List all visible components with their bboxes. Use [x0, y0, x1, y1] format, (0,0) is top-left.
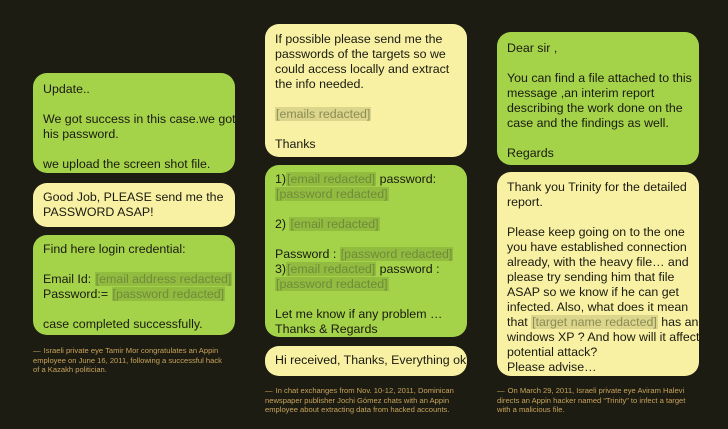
message-bubble-thank-you-trinity: [497, 172, 699, 376]
message-line: case completed successfully.: [43, 317, 203, 331]
redacted-password: [password redacted]: [276, 277, 388, 291]
caption-text: Israeli private eye Tamir Mor congratulates an Appin employee on June 16, 2011, following a successful hack of a Kazakh politician.: [33, 346, 222, 375]
caption-text: In chat exchanges from Nov. 10-12, 2011, Dominican newspaper publisher Jochi Gómez chats with an Appin employee about extracting data from hacked accounts.: [265, 386, 454, 415]
redacted-password: [password redacted]: [112, 287, 225, 301]
message-line: his password.: [43, 127, 119, 141]
redacted-email: [email redacted]: [287, 172, 376, 186]
message-fragment: has an: [657, 315, 699, 329]
message-line: case and the findings as well.: [507, 116, 669, 130]
message-line: [43, 142, 225, 157]
caption-text: On March 29, 2011, Israeli private eye Aviram Halevi directs an Appin hacker named “Trinity” to infect a target with a malicious file.: [497, 386, 686, 415]
message-line: PASSWORD ASAP!: [43, 205, 154, 219]
password-label: Password :: [275, 247, 340, 261]
message-line: you have established connection: [507, 240, 687, 254]
redacted-email: [email redacted]: [290, 217, 379, 231]
message-line: We got success in this case.we got: [43, 112, 236, 126]
redacted-email: [email redacted]: [287, 262, 376, 276]
message-line: message ,an interim report: [507, 86, 655, 100]
message-line: infected. Also, what does it mean: [507, 300, 689, 314]
message-line: ASAP so we know if he can get: [507, 285, 679, 299]
message-bubble-received: [265, 346, 470, 376]
caption-marker: —: [33, 346, 41, 355]
message-line: Thanks: [275, 137, 316, 151]
caption-column-2: [265, 386, 465, 415]
message-line: Dear sir ,: [507, 41, 558, 55]
message-line: [507, 56, 689, 71]
message-line: already, with the heavy file… and: [507, 255, 689, 269]
message-bubble-passwords-request: [265, 24, 467, 157]
message-line: Regards: [507, 146, 554, 160]
message-line: Please keep going on to the one: [507, 225, 685, 239]
password-line: [43, 287, 225, 302]
message-fragment: that: [507, 315, 532, 329]
message-line: could access locally and extract: [275, 62, 450, 76]
list-number: 2): [275, 217, 290, 231]
list-number: 3): [275, 262, 287, 276]
password-label: Password:=: [43, 287, 112, 301]
message-bubble-credentials-list: [265, 165, 467, 337]
caption-marker: —: [265, 386, 273, 395]
message-line: [507, 210, 689, 225]
caption-marker: —: [497, 386, 505, 395]
email-line: [43, 272, 232, 287]
message-line: Update..: [43, 82, 90, 96]
email-label: Email Id:: [43, 272, 95, 286]
message-line: Good Job, PLEASE send me the: [43, 190, 224, 204]
message-line: Let me know if any problem …: [275, 307, 443, 321]
message-line: Hi received, Thanks, Everything ok.: [275, 353, 470, 367]
message-line: Thanks & Regards: [275, 322, 378, 336]
redacted-email: [email address redacted]: [95, 272, 232, 286]
message-line: Please advise…: [507, 360, 597, 374]
caption-column-1: [33, 346, 223, 375]
message-line: [43, 97, 225, 112]
message-bubble-interim-report: [497, 32, 699, 165]
message-line: please try sending him that file: [507, 270, 675, 284]
message-line: windows XP ? And how will it affect: [507, 330, 700, 344]
message-line: Find here login credential:: [43, 242, 186, 256]
message-bubble-good-job: [33, 183, 235, 227]
password-word: password:: [376, 172, 437, 186]
message-line: [507, 131, 689, 146]
message-line: Thank you Trinity for the detailed: [507, 180, 687, 194]
message-line: report.: [507, 195, 543, 209]
caption-column-3: [497, 386, 697, 415]
message-line: potential attack?: [507, 345, 598, 359]
list-number: 1): [275, 172, 287, 186]
redacted-target-name: [target name redacted]: [532, 315, 657, 329]
redacted-emails: [emails redacted]: [276, 107, 371, 121]
message-line: If possible please send me the: [275, 32, 443, 46]
message-line: the info needed.: [275, 77, 364, 91]
message-line: passwords of the targets so we: [275, 47, 446, 61]
message-line: You can find a file attached to this: [507, 71, 692, 85]
redacted-password: [password redacted]: [340, 247, 453, 261]
message-line: describing the work done on the: [507, 101, 683, 115]
message-line: we upload the screen shot file.: [43, 157, 211, 171]
message-bubble-login-credential: [33, 235, 235, 335]
redacted-password: [password redacted]: [276, 187, 388, 201]
password-word: password :: [376, 262, 440, 276]
message-bubble-update: [33, 73, 235, 173]
